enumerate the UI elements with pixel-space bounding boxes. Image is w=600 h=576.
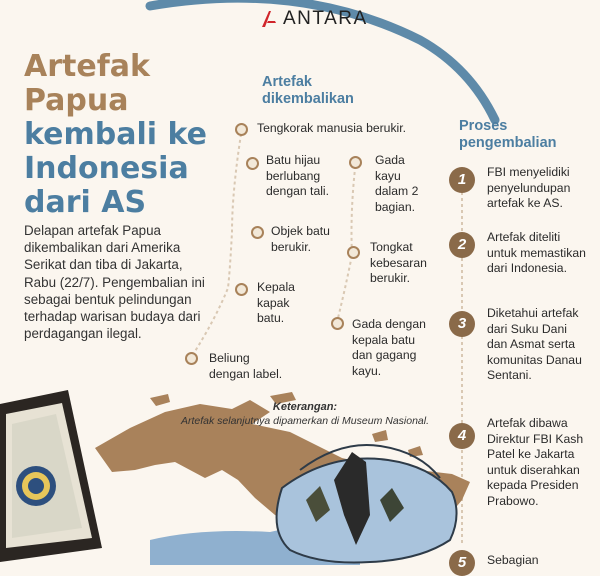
title-line-1: Artefak Papua bbox=[24, 49, 150, 118]
artefak-dot bbox=[185, 352, 198, 365]
artefak-dot bbox=[349, 156, 362, 169]
keterangan-text: Artefak selanjutnya dipamerkan di Museum Nasional. bbox=[180, 415, 430, 427]
island-3 bbox=[372, 430, 388, 442]
proses-step-text: Diketahui artefak dari Suku Dani dan Asmat serta komunitas Danau Sentani. bbox=[487, 306, 582, 383]
artefak-heading: Artefak dikembalikan bbox=[262, 74, 354, 107]
artefak-item: Objek batu berukir. bbox=[271, 224, 330, 254]
step-number-badge: 2 bbox=[449, 232, 475, 258]
keterangan-note bbox=[180, 400, 430, 428]
proses-step-text: Artefak dibawa Direktur FBI Kash Patel ke Jakarta untuk diserahkan kepada Presiden Prabowo. bbox=[487, 416, 584, 508]
page-title bbox=[24, 50, 264, 220]
proses-step-text: Artefak diteliti untuk memastikan dari Indonesia. bbox=[487, 230, 586, 276]
artefak-dot bbox=[331, 317, 344, 330]
artefak-dot bbox=[235, 283, 248, 296]
artefak-item: Gada dengan kepala batu dan gagang kayu. bbox=[352, 317, 426, 378]
proses-step-text: Sebagian bbox=[487, 553, 539, 567]
fbi-frame-illustration bbox=[0, 390, 102, 562]
artefak-item: Tengkorak manusia berukir. bbox=[257, 121, 407, 135]
keterangan-label: Keterangan: bbox=[272, 401, 338, 413]
island-1 bbox=[150, 394, 170, 406]
step-number-badge: 3 bbox=[449, 311, 475, 337]
proses-heading: Proses pengembalian bbox=[459, 118, 557, 151]
proses-step-text: FBI menyelidiki penyelundupan artefak ke AS. bbox=[487, 165, 571, 211]
step-number-badge: 1 bbox=[449, 167, 475, 193]
antara-logo bbox=[258, 8, 368, 30]
artefak-dot bbox=[251, 226, 264, 239]
artefak-item: Kepala kapak batu. bbox=[257, 280, 295, 326]
antara-logo-icon bbox=[258, 9, 278, 29]
artefak-dot bbox=[246, 157, 259, 170]
step-number-badge: 5 bbox=[449, 550, 475, 576]
artefak-item: Tongkat kebesaran berukir. bbox=[370, 240, 427, 286]
artefak-item: Beliung dengan label. bbox=[209, 351, 283, 381]
artefak-dot bbox=[347, 246, 360, 259]
logo-text: ANTARA bbox=[283, 8, 368, 29]
step-number-badge: 4 bbox=[449, 423, 475, 449]
title-line-2: kembali ke Indonesia dari AS bbox=[24, 117, 207, 220]
intro-paragraph: Delapan artefak Papua dikembalikan dari Amerika Serikat dan tiba di Jakarta, Rabu (22/7). Pengembalian ini sebagai bentuk pelindungan terhadap warisan budaya dari perdagangan ilegal. bbox=[24, 223, 205, 342]
artefak-dot bbox=[235, 123, 248, 136]
artefak-item: Gada kayu dalam 2 bagian. bbox=[375, 153, 419, 214]
artefak-item: Batu hijau berlubang dengan tali. bbox=[266, 153, 330, 199]
